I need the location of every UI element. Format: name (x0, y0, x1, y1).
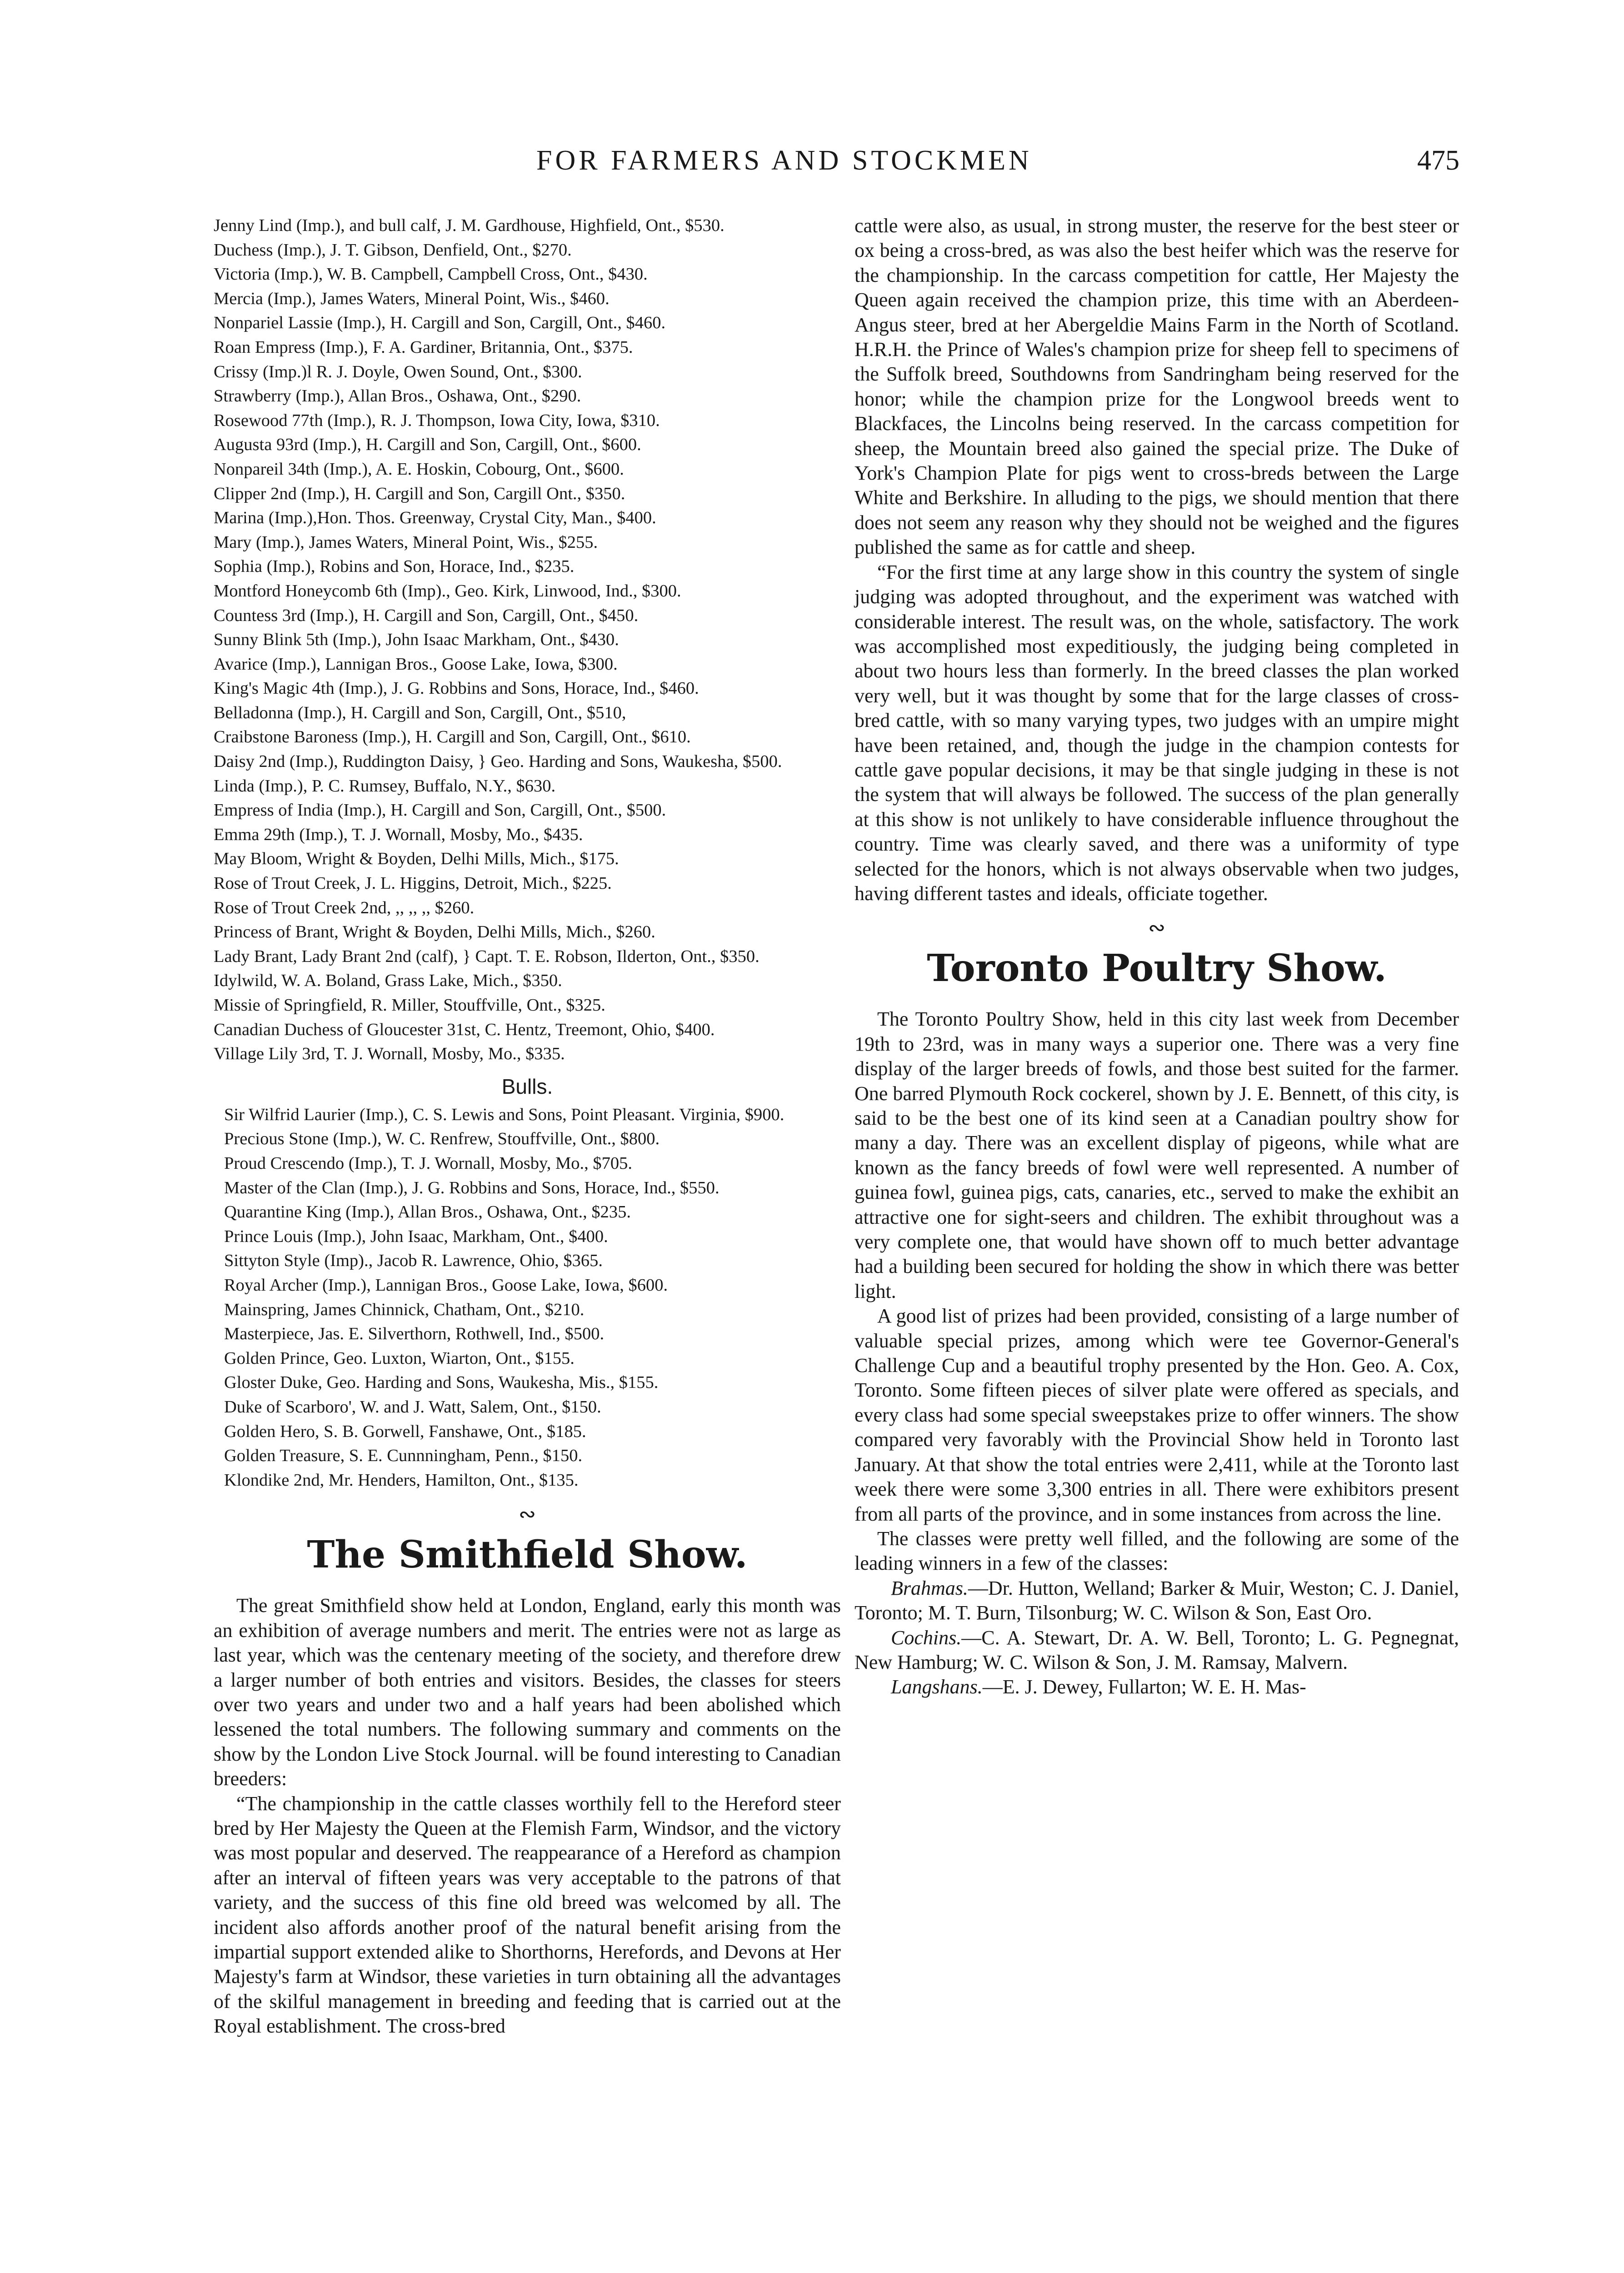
poultry-class-winners (854, 1626, 1459, 1675)
cow-sale-entry: Strawberry (Imp.), Allan Bros., Oshawa, Ont., $290. (214, 386, 581, 406)
bull-sale-entry: Mainspring, James Chinnick, Chatham, Ont., $210. (224, 1300, 585, 1319)
cow-sale-entry: Nonpariel Lassie (Imp.), H. Cargill and Son, Cargill, Ont., $460. (214, 313, 666, 333)
bull-sale-entry: Golden Prince, Geo. Luxton, Wiarton, Ont., $155. (224, 1348, 575, 1368)
right-column (854, 214, 1459, 1700)
cow-sale-entry: Marina (Imp.),Hon. Thos. Greenway, Crystal City, Man., $400. (214, 508, 656, 528)
cow-sale-entry: Craibstone Baroness (Imp.), H. Cargill and Son, Cargill, Ont., $610. (214, 727, 691, 747)
bull-sale-entry: Duke of Scarboro', W. and J. Watt, Salem, Ont., $150. (224, 1397, 601, 1417)
page-number: 475 (1417, 145, 1459, 176)
bull-sale-entry: Precious Stone (Imp.), W. C. Renfrew, Stouffville, Ont., $800. (224, 1129, 660, 1149)
smithfield-title: The Smithfield Show. (307, 1533, 748, 1577)
poultry-class-winners (854, 1576, 1459, 1626)
cow-sale-entry: Sunny Blink 5th (Imp.), John Isaac Markham, Ont., $430. (214, 630, 619, 650)
ornament-divider: ∾ (1148, 916, 1166, 940)
cow-sale-entry: Lady Brant, Lady Brant 2nd (calf), } Capt. T. E. Robson, Ilderton, Ont., $350. (214, 946, 760, 966)
ornament-divider: ∾ (518, 1502, 536, 1526)
bull-sale-entry: Golden Hero, S. B. Gorwell, Fanshawe, Ont., $185. (224, 1422, 586, 1441)
bull-sale-entry: Klondike 2nd, Mr. Henders, Hamilton, Ont., $135. (224, 1470, 579, 1490)
bulls-heading: Bulls. (501, 1074, 553, 1098)
smithfield-paragraph: “The championship in the cattle classes worthily fell to the Hereford steer bred by Her Majesty the Queen at the Flemish Farm, Windsor, and the victory was most popular and deserved. The reappearance of a Hereford as champion after an interval of fifteen years was very acceptable to the patrons of that variety, and the success of this fine old breed was welcomed by all. The incident also affords another proof of the natural benefit arising from the impartial support extended alike to Shorthorns, Herefords, and Devons at Her Majesty's farm at Windsor, these varieties in turn obtaining all the advantages of the skilful management in breeding and feeding that is carried out at the Royal establishment. The cross-bred (214, 1792, 841, 2038)
cow-sale-entry: Empress of India (Imp.), H. Cargill and Son, Cargill, Ont., $500. (214, 801, 666, 820)
bulls-sale-list (214, 1103, 841, 1493)
poultry-class-text: —Dr. Hutton, Welland; Barker & Muir, Weston; C. J. Daniel, Toronto; M. T. Burn, Tilsonburg; W. C. Wilson & Son, East Oro. (854, 1577, 1459, 1624)
cow-sale-entry: Montford Honeycomb 6th (Imp)., Geo. Kirk, Linwood, Ind., $300. (214, 581, 681, 601)
toronto-title: Toronto Poultry Show. (927, 946, 1387, 991)
cow-sale-entry: Mary (Imp.), James Waters, Mineral Point, Wis., $255. (214, 532, 598, 552)
bull-sale-entry: Sir Wilfrid Laurier (Imp.), C. S. Lewis and Sons, Point Pleasant. Virginia, $900. (224, 1105, 785, 1124)
smithfield-continuation-paragraph: cattle were also, as usual, in strong muster, the reserve for the best steer or ox being a cross-bred, as was also the best heifer which was the reserve for the championship. In the carcass competition for cattle, Her Majesty the Queen again received the champion prize, this time with an Aberdeen-Angus steer, bred at her Abergeldie Mains Farm in the North of Scotland. H.R.H. the Prince of Wales's champion prize for sheep fell to specimens of the Suffolk breed, Southdowns from Sandringham being reserved for the honor; while the champion prize for the Longwool breeds went to Blackfaces, the Lincolns being reserved. In the carcass competition for sheep, the Mountain breed also gained the special prize. The Duke of York's Champion Plate for pigs went to cross-breds between the Large White and Berkshire. In alluding to the pigs, we should mention that there does not seem any reason why they should not be weighed and the figures published the same as for cattle and sheep. (854, 215, 1459, 559)
poultry-class-name: Cochins. (891, 1626, 962, 1649)
bull-sale-entry: Royal Archer (Imp.), Lannigan Bros., Goose Lake, Iowa, $600. (224, 1275, 668, 1295)
cow-sale-entry: Emma 29th (Imp.), T. J. Wornall, Mosby, Mo., $435. (214, 825, 583, 844)
cow-sale-entry: Augusta 93rd (Imp.), H. Cargill and Son, Cargill, Ont., $600. (214, 435, 641, 455)
toronto-paragraph: The Toronto Poultry Show, held in this city last week from December 19th to 23rd, was in many ways a superior one. There was a very fine display of the larger breeds of fowls, and those best suited for the farmer. One barred Plymouth Rock cockerel, shown by J. E. Bennett, of this city, is said to be the best one of its kind seen at a Canadian poultry show for many a day. There was an excellent display of pigeons, while what are known as the fancy breeds of fowl were well represented. A number of guinea fowl, guinea pigs, cats, canaries, etc., served to make the exhibit an attractive one for sight-seers and children. The exhibit throughout was a very complete one, that would have shown off to much better advantage had a building been secured for holding the show in which there was better light. (854, 1008, 1459, 1302)
poultry-class-name: Langshans. (891, 1676, 983, 1698)
poultry-class-name: Brahmas. (891, 1577, 968, 1599)
cow-sale-entry: Missie of Springfield, R. Miller, Stouffville, Ont., $325. (214, 996, 605, 1015)
running-title: FOR FARMERS AND STOCKMEN (536, 145, 1032, 176)
cow-sale-entry: Mercia (Imp.), James Waters, Mineral Point, Wis., $460. (214, 289, 610, 308)
cow-sale-entry: Belladonna (Imp.), H. Cargill and Son, Cargill, Ont., $510, (214, 703, 626, 722)
poultry-class-text: —E. J. Dewey, Fullarton; W. E. H. Mas- (982, 1676, 1306, 1698)
cow-sale-entry: Rosewood 77th (Imp.), R. J. Thompson, Iowa City, Iowa, $310. (214, 411, 660, 430)
cow-sale-entry: Rose of Trout Creek, J. L. Higgins, Detroit, Mich., $225. (214, 874, 612, 893)
bull-sale-entry: Sittyton Style (Imp)., Jacob R. Lawrence, Ohio, $365. (224, 1251, 603, 1271)
smithfield-continuation-paragraph: “For the first time at any large show in this country the system of single judging was adopted throughout, and the experiment was watched with considerable interest. The result was, on the whole, satisfactory. The work was accomplished most expeditiously, the judging being completed in about two hours less than formerly. In the breed classes the plan worked very well, but it was thought by some that for the large classes of cross-bred cattle, with so many varying types, two judges with an umpire might have been retained, and, though the judge in the champion contests for cattle gave popular decisions, it may be that single judging in these is not the system that will always be followed. The success of the plan generally at this show is not unlikely to have considerable influence throughout the country. Time was clearly saved, and there was a uniformity of type selected for the honors, which is not always observable when two judges, having different tastes and ideals, officiate together. (854, 561, 1459, 905)
smithfield-paragraph: The great Smithfield show held at London, England, early this month was an exhibition of average numbers and merit. The entries were not as large as last year, which was the centenary meeting of the society, and therefore drew a larger number of both entries and visitors. Besides, the classes for steers over two years and under two and a half years had been abolished which lessened the total numbers. The following summary and comments on the show by the London Live Stock Journal. will be found interesting to Canadian breeders: (214, 1594, 841, 1790)
cow-sale-entry: May Bloom, Wright & Boyden, Delhi Mills, Mich., $175. (214, 849, 619, 869)
bull-sale-entry: Masterpiece, Jas. E. Silverthorn, Rothwell, Ind., $500. (224, 1324, 605, 1344)
cows-sale-list (214, 214, 841, 1066)
bull-sale-entry: Quarantine King (Imp.), Allan Bros., Oshawa, Ont., $235. (224, 1202, 631, 1222)
bull-sale-entry: Proud Crescendo (Imp.), T. J. Wornall, Mosby, Mo., $705. (224, 1153, 633, 1173)
bull-sale-entry: Gloster Duke, Geo. Harding and Sons, Waukesha, Mis., $155. (224, 1373, 659, 1392)
cow-sale-entry: Sophia (Imp.), Robins and Son, Horace, Ind., $235. (214, 557, 575, 576)
cow-sale-entry: Crissy (Imp.)l R. J. Doyle, Owen Sound, Ont., $300. (214, 362, 582, 381)
cow-sale-entry: Daisy 2nd (Imp.), Ruddington Daisy, } Geo. Harding and Sons, Waukesha, $500. (214, 752, 782, 771)
cow-sale-entry: Canadian Duchess of Gloucester 31st, C. Hentz, Treemont, Ohio, $400. (214, 1020, 715, 1039)
cow-sale-entry: Victoria (Imp.), W. B. Campbell, Campbell Cross, Ont., $430. (214, 265, 648, 284)
cow-sale-entry: Avarice (Imp.), Lannigan Bros., Goose Lake, Iowa, $300. (214, 654, 618, 674)
cow-sale-entry: Linda (Imp.), P. C. Rumsey, Buffalo, N.Y., $630. (214, 776, 556, 796)
cow-sale-entry: Village Lily 3rd, T. J. Wornall, Mosby, Mo., $335. (214, 1044, 565, 1064)
bull-sale-entry: Golden Treasure, S. E. Cunnningham, Penn., $150. (224, 1446, 583, 1466)
toronto-paragraph: A good list of prizes had been provided, consisting of a large number of valuable special prizes, among which were tee Governor-General's Challenge Cup and a beautiful trophy presented by the Hon. Geo. A. Cox, Toronto. Some fifteen pieces of silver plate were offered as specials, and every class had some special sweepstakes prize to offer winners. The show compared very favorably with the Provincial Show held in Toronto last January. At that show the total entries were 2,411, while at the Toronto last week there were some 3,300 entries in all. There were exhibitors present from all parts of the province, and in some instances from across the line. (854, 1305, 1459, 1525)
left-column (214, 214, 841, 2039)
cow-sale-entry: Princess of Brant, Wright & Boyden, Delhi Mills, Mich., $260. (214, 922, 655, 942)
poultry-class-winners (854, 1675, 1459, 1699)
cow-sale-entry: Duchess (Imp.), J. T. Gibson, Denfield, Ont., $270. (214, 240, 572, 260)
cow-sale-entry: Clipper 2nd (Imp.), H. Cargill and Son, Cargill Ont., $350. (214, 484, 625, 503)
bull-sale-entry: Prince Louis (Imp.), John Isaac, Markham, Ont., $400. (224, 1227, 608, 1246)
toronto-paragraph: The classes were pretty well filled, and the following are some of the leading winners in a few of the classes: (854, 1527, 1459, 1575)
cow-sale-entry: Jenny Lind (Imp.), and bull calf, J. M. Gardhouse, Highfield, Ont., $530. (214, 216, 725, 235)
cow-sale-entry: Nonpareil 34th (Imp.), A. E. Hoskin, Cobourg, Ont., $600. (214, 459, 624, 479)
cow-sale-entry: Rose of Trout Creek 2nd, ,, ,, ,, $260. (214, 898, 475, 917)
cow-sale-entry: Idylwild, W. A. Boland, Grass Lake, Mich., $350. (214, 971, 562, 991)
poultry-class-text: —C. A. Stewart, Dr. A. W. Bell, Toronto; L. G. Pegnegnat, New Hamburg; W. C. Wilson & Son, J. M. Ramsay, Malvern. (854, 1626, 1459, 1673)
cow-sale-entry: Roan Empress (Imp.), F. A. Gardiner, Britannia, Ont., $375. (214, 337, 633, 357)
bull-sale-entry: Master of the Clan (Imp.), J. G. Robbins and Sons, Horace, Ind., $550. (224, 1178, 720, 1197)
cow-sale-entry: Countess 3rd (Imp.), H. Cargill and Son, Cargill, Ont., $450. (214, 606, 639, 625)
cow-sale-entry: King's Magic 4th (Imp.), J. G. Robbins and Sons, Horace, Ind., $460. (214, 679, 699, 698)
